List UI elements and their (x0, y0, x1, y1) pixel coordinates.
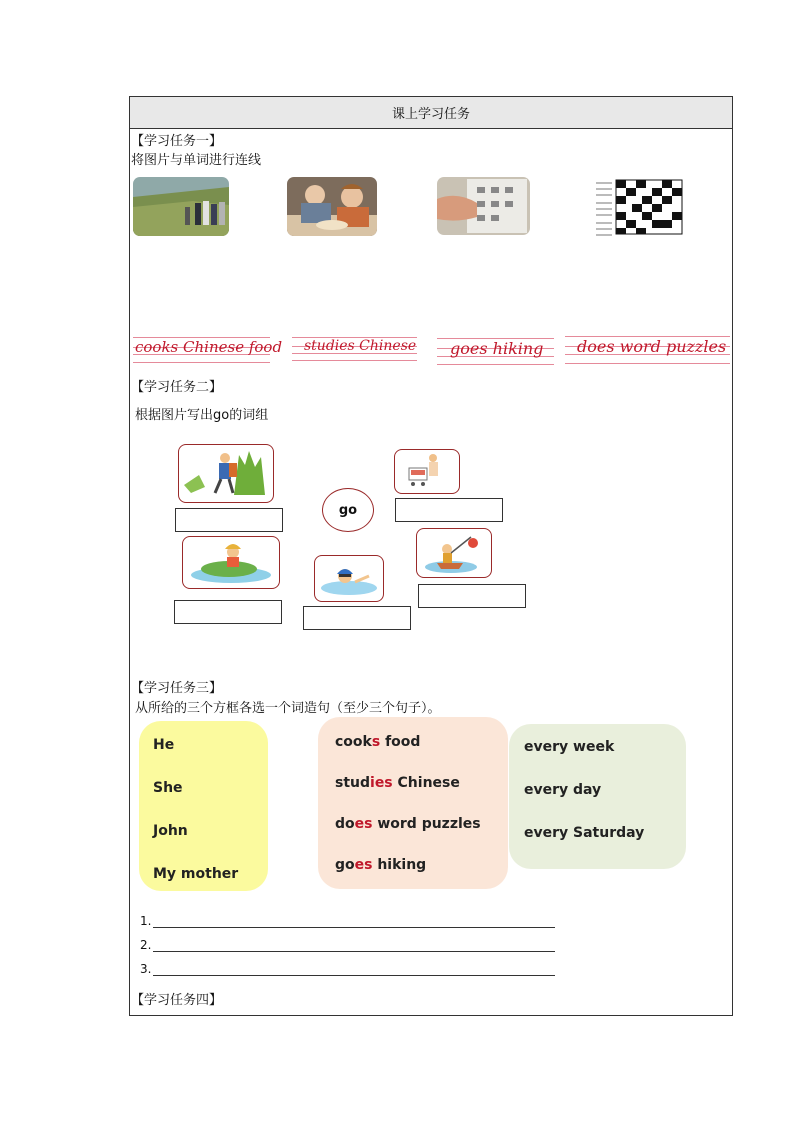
verbs-box (318, 717, 508, 889)
hiking-picture (178, 444, 274, 503)
verb-phrase: does word puzzles (335, 816, 481, 832)
cooking-photo (287, 177, 377, 236)
task2-title: 【学习任务二】 (131, 380, 223, 395)
worksheet-photo (437, 177, 530, 235)
time-phrase: every day (524, 782, 602, 798)
subject-word: John (153, 823, 188, 839)
verb-phrase: studies Chinese (335, 775, 460, 791)
fishing-picture (416, 528, 492, 578)
header-bar (130, 97, 732, 129)
time-phrase: every week (524, 739, 615, 755)
answer-box-5[interactable] (418, 584, 526, 608)
swimming-picture (314, 555, 384, 602)
header-title: 课上学习任务 (391, 107, 470, 122)
phrase-cooks-chinese-food: cooks Chinese food (133, 337, 270, 363)
boating-picture (182, 536, 280, 589)
answer-box-3[interactable] (174, 600, 282, 624)
crossword-photo (592, 177, 684, 237)
task3-instruction: 从所给的三个方框各选一个词造句（至少三个句子）。 (135, 701, 441, 716)
task1-title: 【学习任务一】 (131, 134, 223, 149)
verb-phrase: cooks food (335, 734, 421, 750)
subject-word: My mother (153, 866, 239, 882)
task3-title: 【学习任务三】 (131, 681, 223, 696)
sentence-line-2[interactable]: 2. (140, 938, 555, 954)
answer-box-1[interactable] (175, 508, 283, 532)
task2-instruction: 根据图片写出go的词组 (135, 408, 269, 423)
subject-word: He (153, 737, 175, 753)
phrase-does-word-puzzles: does word puzzles (565, 336, 730, 364)
answer-box-4[interactable] (303, 606, 411, 630)
phrase-studies-chinese: studies Chinese (292, 337, 417, 361)
sentence-line-1[interactable]: 1. (140, 914, 555, 930)
task1-instruction: 将图片与单词进行连线 (131, 153, 262, 168)
go-center-bubble (322, 488, 374, 532)
time-phrase: every Saturday (524, 825, 645, 841)
verb-phrase: goes hiking (335, 857, 427, 873)
answer-box-2[interactable] (395, 498, 503, 522)
subject-word: She (153, 780, 183, 796)
subjects-box (139, 721, 268, 891)
times-box (509, 724, 686, 869)
phrase-goes-hiking: goes hiking (437, 338, 554, 365)
shopping-picture (394, 449, 460, 494)
center-word: go (338, 502, 358, 518)
sentence-line-3[interactable]: 3. (140, 962, 555, 978)
task4-title: 【学习任务四】 (131, 993, 223, 1008)
hiking-photo (133, 177, 229, 236)
